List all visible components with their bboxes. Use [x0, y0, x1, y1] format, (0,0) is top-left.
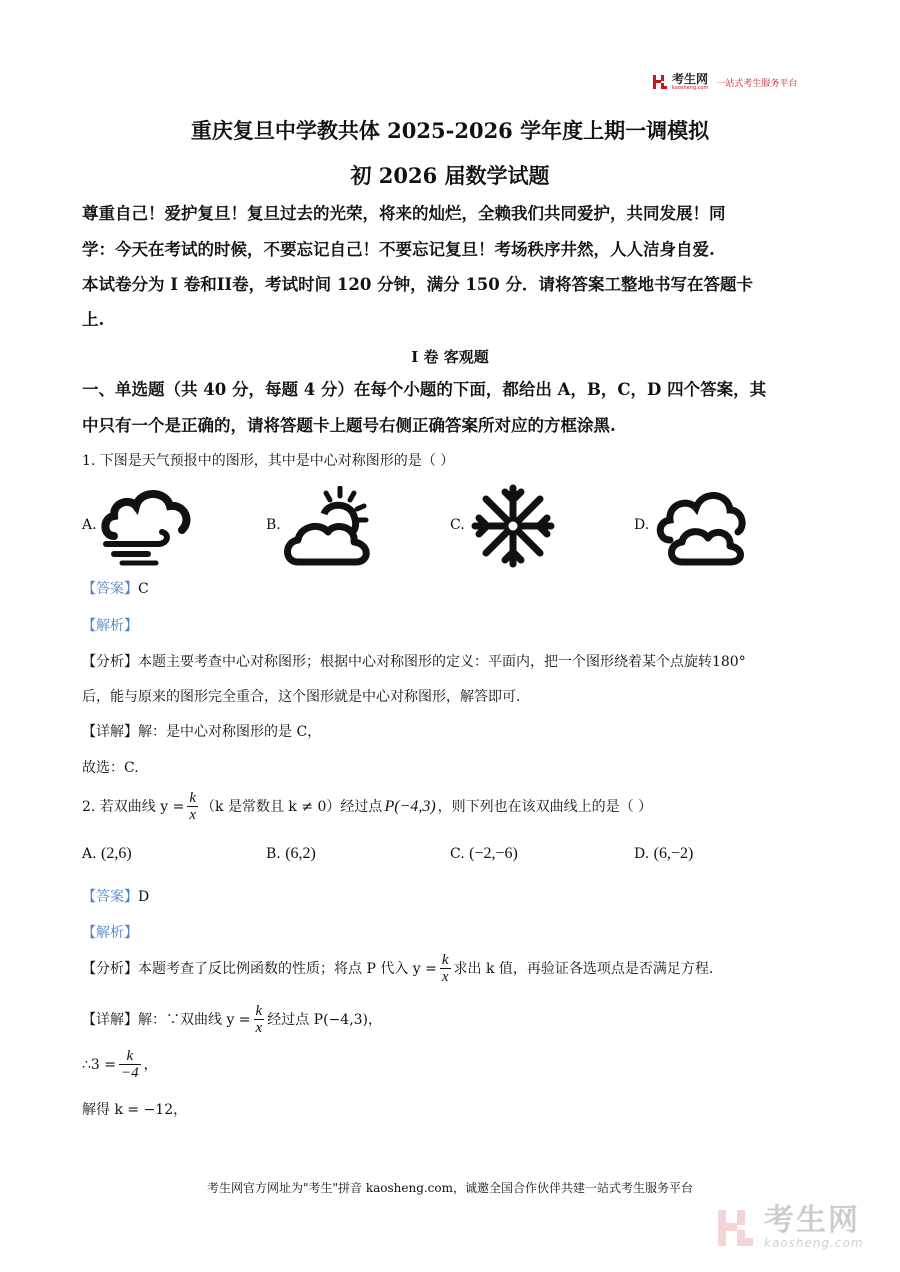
q2-option-a — [82, 845, 132, 863]
q2-fenxi-pre: 本题考查了反比例函数的性质；将点 P 代入 y = — [138, 960, 437, 977]
q2-point: P(−4,3) — [384, 797, 436, 815]
wind-cloud-icon — [100, 484, 192, 566]
q1-option-a-label: A. — [82, 517, 97, 533]
q2-option-d — [634, 845, 693, 863]
q2-option-a-value: (2,6) — [101, 845, 132, 862]
q2-option-c-value: (−2,−6) — [469, 845, 518, 862]
q1-xiangjie-text: 解：是中心对称图形的是 C， — [138, 724, 322, 740]
q2-option-d-label: D. — [634, 846, 650, 862]
q1-fenxi-line2: 后，能与原来的图形完全重合，这个图形就是中心对称图形，解答即可. — [82, 689, 521, 705]
watermark — [716, 1203, 864, 1250]
q1-conclusion: 故选：C. — [82, 760, 139, 776]
q1-stem: 1. 下图是天气预报中的图形，其中是中心对称图形的是（ ） — [82, 453, 455, 469]
q1-option-b-label: B. — [266, 517, 281, 533]
q1-xiangjie — [82, 723, 822, 741]
q1-analysis-tag: 【解析】 — [82, 618, 138, 634]
intro-line3: 本试卷分为 I 卷和II卷，考试时间 120 分钟，满分 150 分．请将答案工整地书写在答题卡 — [82, 275, 754, 294]
q2-step1-fraction — [119, 1048, 141, 1081]
q2-step1-post: ， — [143, 1056, 158, 1073]
q2-option-b — [266, 845, 316, 863]
answer-tag: 【答案】 — [82, 581, 138, 597]
frac-denominator: x — [441, 969, 449, 985]
q1-fenxi-line1 — [82, 653, 822, 671]
q2-option-b-value: (6,2) — [285, 845, 316, 862]
q2-option-c-label: C. — [450, 846, 465, 862]
q2-step2: 解得 k = −12， — [82, 1102, 188, 1118]
section-title: I 卷 客观题 — [411, 348, 489, 366]
q2-stem — [82, 790, 822, 823]
q2-stem-fraction — [187, 790, 198, 823]
frac-denominator: x — [189, 807, 197, 823]
snowflake-icon — [471, 484, 555, 568]
q2-option-a-label: A. — [82, 846, 97, 862]
frac-denominator: −4 — [121, 1065, 139, 1081]
page-footer: 考生网官方网址为"考生"拼音 kaosheng.com，诚邀全国合作伙伴共建一站式考生服务平台 — [206, 1181, 694, 1195]
q2-option-d-value: (6,−2) — [653, 845, 694, 862]
q2-answer-value: D — [138, 889, 150, 905]
logo-name: 考生网 — [672, 71, 709, 86]
sun-cloud-icon — [284, 486, 372, 566]
fenxi-tag: 【分析】 — [82, 960, 138, 977]
watermark-name: 考生网 — [764, 1203, 860, 1238]
kaosheng-logo-icon — [652, 74, 668, 90]
q2-xiangjie-pre: 解：∵双曲线 y = — [138, 1011, 251, 1028]
site-logo[interactable] — [652, 72, 797, 92]
watermark-domain: kaosheng.com — [764, 1236, 864, 1250]
q1-answer — [82, 580, 822, 598]
q2-step1-pre: ∴3 = — [82, 1056, 116, 1073]
answer-tag: 【答案】 — [82, 889, 138, 905]
q2-fenxi-post: 求出 k 值，再验证各选项点是否满足方程. — [453, 960, 714, 977]
q2-answer — [82, 888, 822, 906]
double-cloud-icon — [656, 486, 746, 566]
q2-stem-post: ，则下列也在该双曲线上的是（ ） — [437, 798, 653, 815]
q2-stem-pre: 2. 若双曲线 y = — [82, 798, 185, 815]
q2-xiangjie — [82, 1003, 822, 1036]
q2-fenxi-fraction — [440, 952, 451, 985]
q1-option-d-label: D. — [634, 517, 650, 533]
exam-title-line1: 重庆复旦中学教共体 2025-2026 学年度上期一调模拟 — [190, 118, 710, 143]
intro-line4: 上. — [82, 310, 105, 329]
part1-instructions-line2: 中只有一个是正确的，请将答题卡上题号右侧正确答案所对应的方框涂黑. — [82, 416, 616, 435]
q1-answer-value: C — [138, 581, 149, 597]
q1-option-c-label: C. — [450, 517, 465, 533]
q2-step1 — [82, 1048, 822, 1081]
xiangjie-tag: 【详解】 — [82, 1011, 138, 1028]
frac-numerator: k — [441, 952, 449, 968]
xiangjie-tag: 【详解】 — [82, 724, 138, 740]
logo-domain: kaosheng.com — [672, 84, 709, 91]
logo-slogan: 一站式考生服务平台 — [716, 78, 798, 89]
q2-option-b-label: B. — [266, 846, 281, 862]
fenxi-tag: 【分析】 — [82, 654, 138, 670]
q1-fenxi-text1: 本题主要考查中心对称图形；根据中心对称图形的定义：平面内，把一个图形绕着某个点旋转180° — [138, 654, 746, 670]
q2-xiangjie-fraction — [254, 1003, 265, 1036]
frac-numerator: k — [189, 790, 197, 806]
watermark-text — [764, 1203, 864, 1250]
part1-instructions-line1: 一、单选题（共 40 分，每题 4 分）在每个小题的下面，都给出 A，B，C，D 四个答案，其 — [82, 380, 767, 399]
q2-stem-mid: （k 是常数且 k ≠ 0）经过点 — [201, 798, 383, 815]
intro-line1: 尊重自己！爱护复旦！复旦过去的光荣，将来的灿烂，全赖我们共同爱护，共同发展！同 — [82, 204, 726, 223]
q2-xiangjie-post: 经过点 P(−4,3)， — [267, 1011, 383, 1028]
logo-text — [672, 71, 709, 91]
q2-fenxi — [82, 952, 822, 985]
q2-option-c — [450, 845, 518, 863]
intro-line2: 学：今天在考试的时候，不要忘记自己！不要忘记复旦！考场秩序井然，人人洁身自爱. — [82, 240, 715, 259]
q2-analysis-tag: 【解析】 — [82, 925, 138, 941]
exam-title-line2: 初 2026 届数学试题 — [350, 163, 550, 188]
frac-denominator: x — [255, 1020, 263, 1036]
frac-numerator: k — [255, 1003, 263, 1019]
watermark-logo-icon — [716, 1208, 756, 1248]
frac-numerator: k — [119, 1048, 141, 1065]
